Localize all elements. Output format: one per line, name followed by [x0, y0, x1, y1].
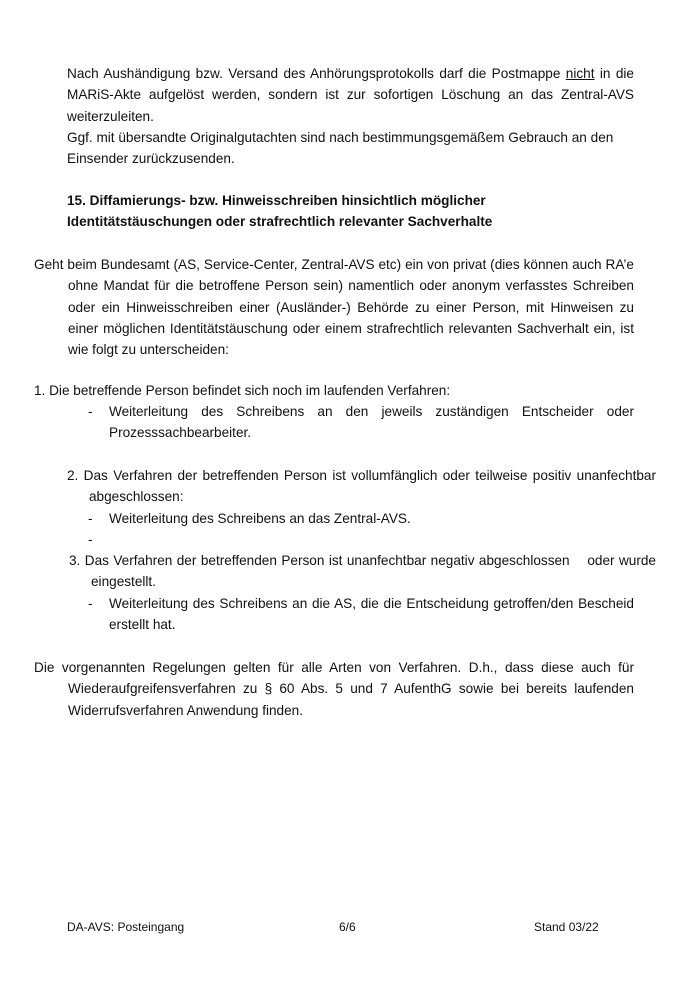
closing-paragraph	[34, 657, 634, 721]
intro-paragraph-postmappe	[67, 63, 634, 127]
section-15-heading-line1: 15. Diffamierungs- bzw. Hinweisschreiben hinsichtlich möglicher	[67, 193, 486, 208]
section-15-intro-text: Geht beim Bundesamt (AS, Service-Center, Zentral-AVS etc) ein von privat (dies können auch RA’e ohne Mandat für die betroffene Person sein) namentlich oder anonym verfasstes Schreiben oder ein Hinweisschreiben einer (Ausländer-) Behörde zu einer Person, mit Hinweisen zu einer möglichen Identitätstäuschung oder einem strafrechtlich relevanten Sachverhalt ein, ist wie folgt zu unterscheiden:	[34, 257, 634, 358]
case-3-label	[69, 550, 660, 593]
case-1-dash: -	[88, 404, 93, 419]
footer-version-stand: Stand 03/22	[534, 920, 599, 934]
intro-underlined-word: nicht	[565, 66, 595, 81]
intro-text-before: Nach Aushändigung bzw. Versand des Anhörungsprotokolls darf die Postmappe	[67, 66, 561, 81]
intro-paragraph-gutachten-text: Ggf. mit übersandte Originalgutachten sind nach bestimmungsgemäßem Gebrauch an den Einsender zurückzusenden.	[67, 130, 614, 167]
case-3-list-item	[88, 593, 634, 636]
case-2-empty-dash: -	[88, 532, 93, 547]
case-2-label-text: 2. Das Verfahren der betreffenden Person ist vollumfänglich oder teilweise positiv unanfechtbar abgeschlossen:	[67, 468, 656, 505]
case-3-item-text: Weiterleitung des Schreibens an die AS, die die Entscheidung getroffen/den Bescheid erstellt hat.	[109, 596, 634, 633]
case-2-item-text: Weiterleitung des Schreibens an das Zentral-AVS.	[109, 511, 411, 526]
case-1-list-item	[88, 401, 634, 444]
section-15-intro-paragraph	[34, 254, 634, 360]
case-2-dash: -	[88, 511, 93, 526]
closing-paragraph-text: Die vorgenannten Regelungen gelten für alle Arten von Verfahren. D.h., dass diese auch für Wiederaufgreifensverfahren zu § 60 Abs. 5 und 7 AufenthG sowie bei bereits laufenden Widerrufsverfahren Anwendung finden.	[34, 660, 634, 718]
case-1-label-text: 1. Die betreffende Person befindet sich noch im laufenden Verfahren:	[34, 383, 451, 398]
case-3-label-text: 3. Das Verfahren der betreffenden Person ist unanfechtbar negativ abgeschlossen oder wurde eingestellt.	[69, 553, 660, 590]
section-15-heading-line2: Identitätstäuschungen oder strafrechtlich relevanter Sachverhalte	[67, 214, 493, 230]
intro-text-after: in die MARiS-Akte aufgelöst werden, sondern ist zur sofortigen Löschung an das Zentral-AVS weiterzuleiten.	[67, 66, 634, 124]
case-1-label	[34, 380, 634, 401]
case-1-item-text: Weiterleitung des Schreibens an den jeweils zuständigen Entscheider oder Prozesssachbearbeiter.	[109, 404, 634, 441]
section-15-heading	[67, 190, 634, 233]
intro-paragraph-gutachten	[67, 127, 622, 170]
case-2-label	[67, 465, 656, 508]
footer-page-number: 6/6	[339, 920, 356, 934]
case-3-dash: -	[88, 596, 93, 611]
footer-document-id: DA-AVS: Posteingang	[67, 920, 185, 934]
case-2-list-item	[88, 508, 634, 529]
